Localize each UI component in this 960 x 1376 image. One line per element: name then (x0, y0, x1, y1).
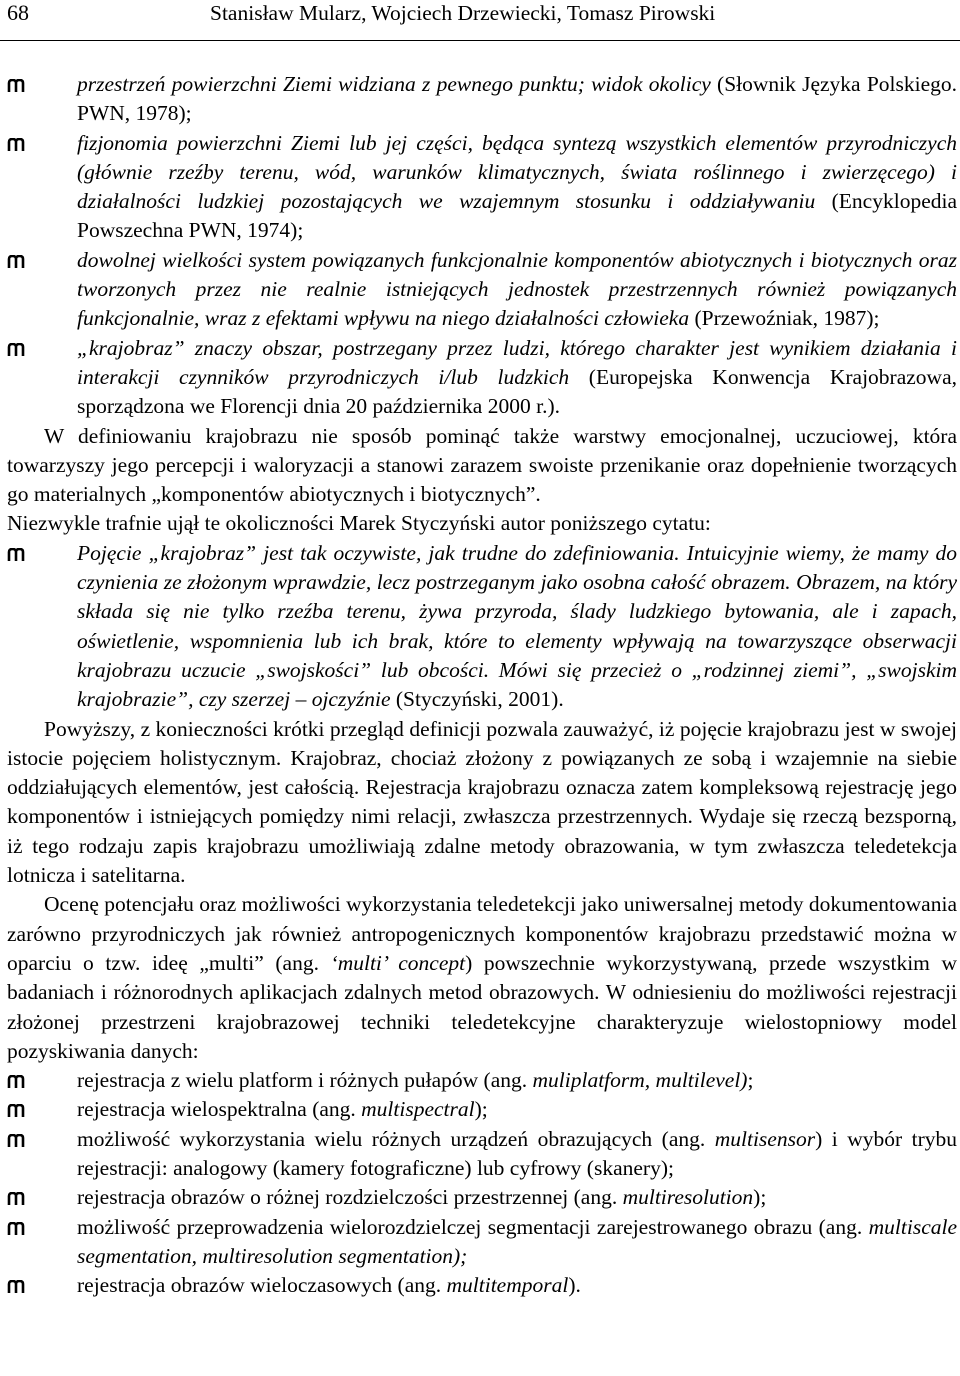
list-item: rejestracja wielospektralna (ang. multispectral); (7, 1095, 957, 1124)
list-item: możliwość wykorzystania wielu różnych urządzeń obrazujących (ang. multisensor) i wybór trybu rejestracji: analogowy (kamery fotograficzne) lub cyfrowy (skanery); (7, 1125, 957, 1184)
bullet-icon (7, 79, 33, 92)
list-item: możliwość przeprowadzenia wielorozdzielczej segmentacji zarejestrowanego obrazu (ang. multiscale segmentation, multiresolution segmentation); (7, 1213, 957, 1272)
bullet-icon (7, 1134, 33, 1147)
list-item: fizjonomia powierzchni Ziemi lub jej części, będąca syntezą wszystkich elementów przyrodniczych (głównie rzeźby terenu, wód, warunków klimatycznych, świata roślinnego i zwierzęcego) i działalności ludzkiej pozostających we wzajemnym stosunku i oddziaływaniu (Encyklopedia Powszechna PWN, 1974); (7, 129, 957, 246)
quote-block: Pojęcie „krajobraz” jest tak oczywiste, jak trudne do zdefiniowania. Intuicyjnie wiemy, że mamy do czynienia ze złożonym wprawdzie, lecz postrzeganym jako osobna całość obrazem. Obrazem, na który składa się nie tylko rzeźba terenu, żywa przyroda, ślady ludzkiego bytowania, ale i zapach, oświetlenie, wspomnienia lub ich brak, które to elementy wpływają na towarzyszące obserwacji krajobrazu uczucie „swojskości” lub obcości. Mówi się przecież o „rodzinnej ziemi”, „swojskim krajobrazie”, czy szerzej – ojczyźnie (Styczyński, 2001). (7, 539, 957, 715)
list-item: przestrzeń powierzchni Ziemi widziana z pewnego punktu; widok okolicy (Słownik Języka Polskiego. PWN, 1978); (7, 70, 957, 129)
paragraph-holistic: Powyższy, z konieczności krótki przegląd definicji pozwala zauważyć, iż pojęcie krajobrazu jest w swojej istocie pojęciem holistycznym. Krajobraz, chociaż złożony z powiązanych ze sobą i wzajemnie na siebie oddziałujących elementów, jest całością. Rejestracja krajobrazu oznacza zatem kompleksową rejestrację jego komponentów i istniejących pomiędzy nimi relacji, zwłaszcza przestrzennych. Wydaje się rzeczą bezsporną, iż tego rodzaju zapis krajobrazu umożliwiają zdalne metody obrazowania, w tym zwłaszcza teledetekcja lotnicza i satelitarna. (7, 716, 957, 888)
paragraph-quote-intro: Niezwykle trafnie ujął te okoliczności Marek Styczyński autor poniższego cytatu: (7, 511, 711, 536)
list-item: „krajobraz” znaczy obszar, postrzegany przez ludzi, którego charakter jest wynikiem działania i interakcji czynników przyrodniczych i/lub ludzkich (Europejska Konwencja Krajobrazowa, sporządzona we Florencji dnia 20 października 2000 r.). (7, 334, 957, 422)
bullet-icon (7, 1192, 33, 1205)
bullet-icon (7, 548, 33, 561)
page-number: 68 (7, 0, 29, 25)
bullet-icon (7, 1222, 33, 1235)
bullet-icon (7, 1280, 33, 1293)
bullet-icon (7, 1104, 33, 1117)
bullet-icon (7, 343, 33, 356)
list-item: dowolnej wielkości system powiązanych funkcjonalnie komponentów abiotycznych i biotycznych oraz tworzonych przez nie realnie istniejących jednostek przestrzennych również powiązanych funkcjonalnie, wraz z efektami wpływu na niego działalności człowieka (Przewoźniak, 1987); (7, 246, 957, 334)
paragraph-emotional-layer: W definiowaniu krajobrazu nie sposób pominąć także warstwy emocjonalnej, uczuciowej, która towarzyszy jego percepcji i waloryzacji a stanowi zarazem swoiste przenikanie oraz dopełnienie tworzących go materialnych „komponentów abiotycznych i biotycznych”. (7, 423, 957, 507)
definitions-list (7, 70, 957, 422)
bullet-icon (7, 138, 33, 151)
running-head-authors: Stanisław Mularz, Wojciech Drzewiecki, Tomasz Pirowski (210, 1, 716, 25)
paragraph-multi-concept: Ocenę potencjału oraz możliwości wykorzystania teledetekcji jako uniwersalnej metody dokumentowania zarówno przyrodniczych jak również antropogenicznych komponentów krajobrazu przedstawić można w oparciu o tzw. ideę „multi” (ang. ‘multi’ concept) powszechnie wykorzystywaną, przede wszystkim w badaniach i różnorodnych aplikacjach zdalnych metod obrazowych. W odniesieniu do możliwości rejestracji złożonej przestrzeni krajobrazowej techniki teledetekcyjne charakteryzuje wielostopniowy model pozyskiwania danych: (7, 892, 957, 1063)
bullet-icon (7, 1075, 33, 1088)
list-item: rejestracja obrazów wieloczasowych (ang. multitemporal). (7, 1271, 957, 1300)
list-item: rejestracja z wielu platform i różnych pułapów (ang. muliplatform, multilevel); (7, 1066, 957, 1095)
bullet-icon (7, 255, 33, 268)
multi-list (7, 1066, 957, 1300)
page-header (0, 0, 960, 41)
list-item: rejestracja obrazów o różnej rozdzielczości przestrzennej (ang. multiresolution); (7, 1183, 957, 1212)
page-body (7, 70, 957, 1300)
